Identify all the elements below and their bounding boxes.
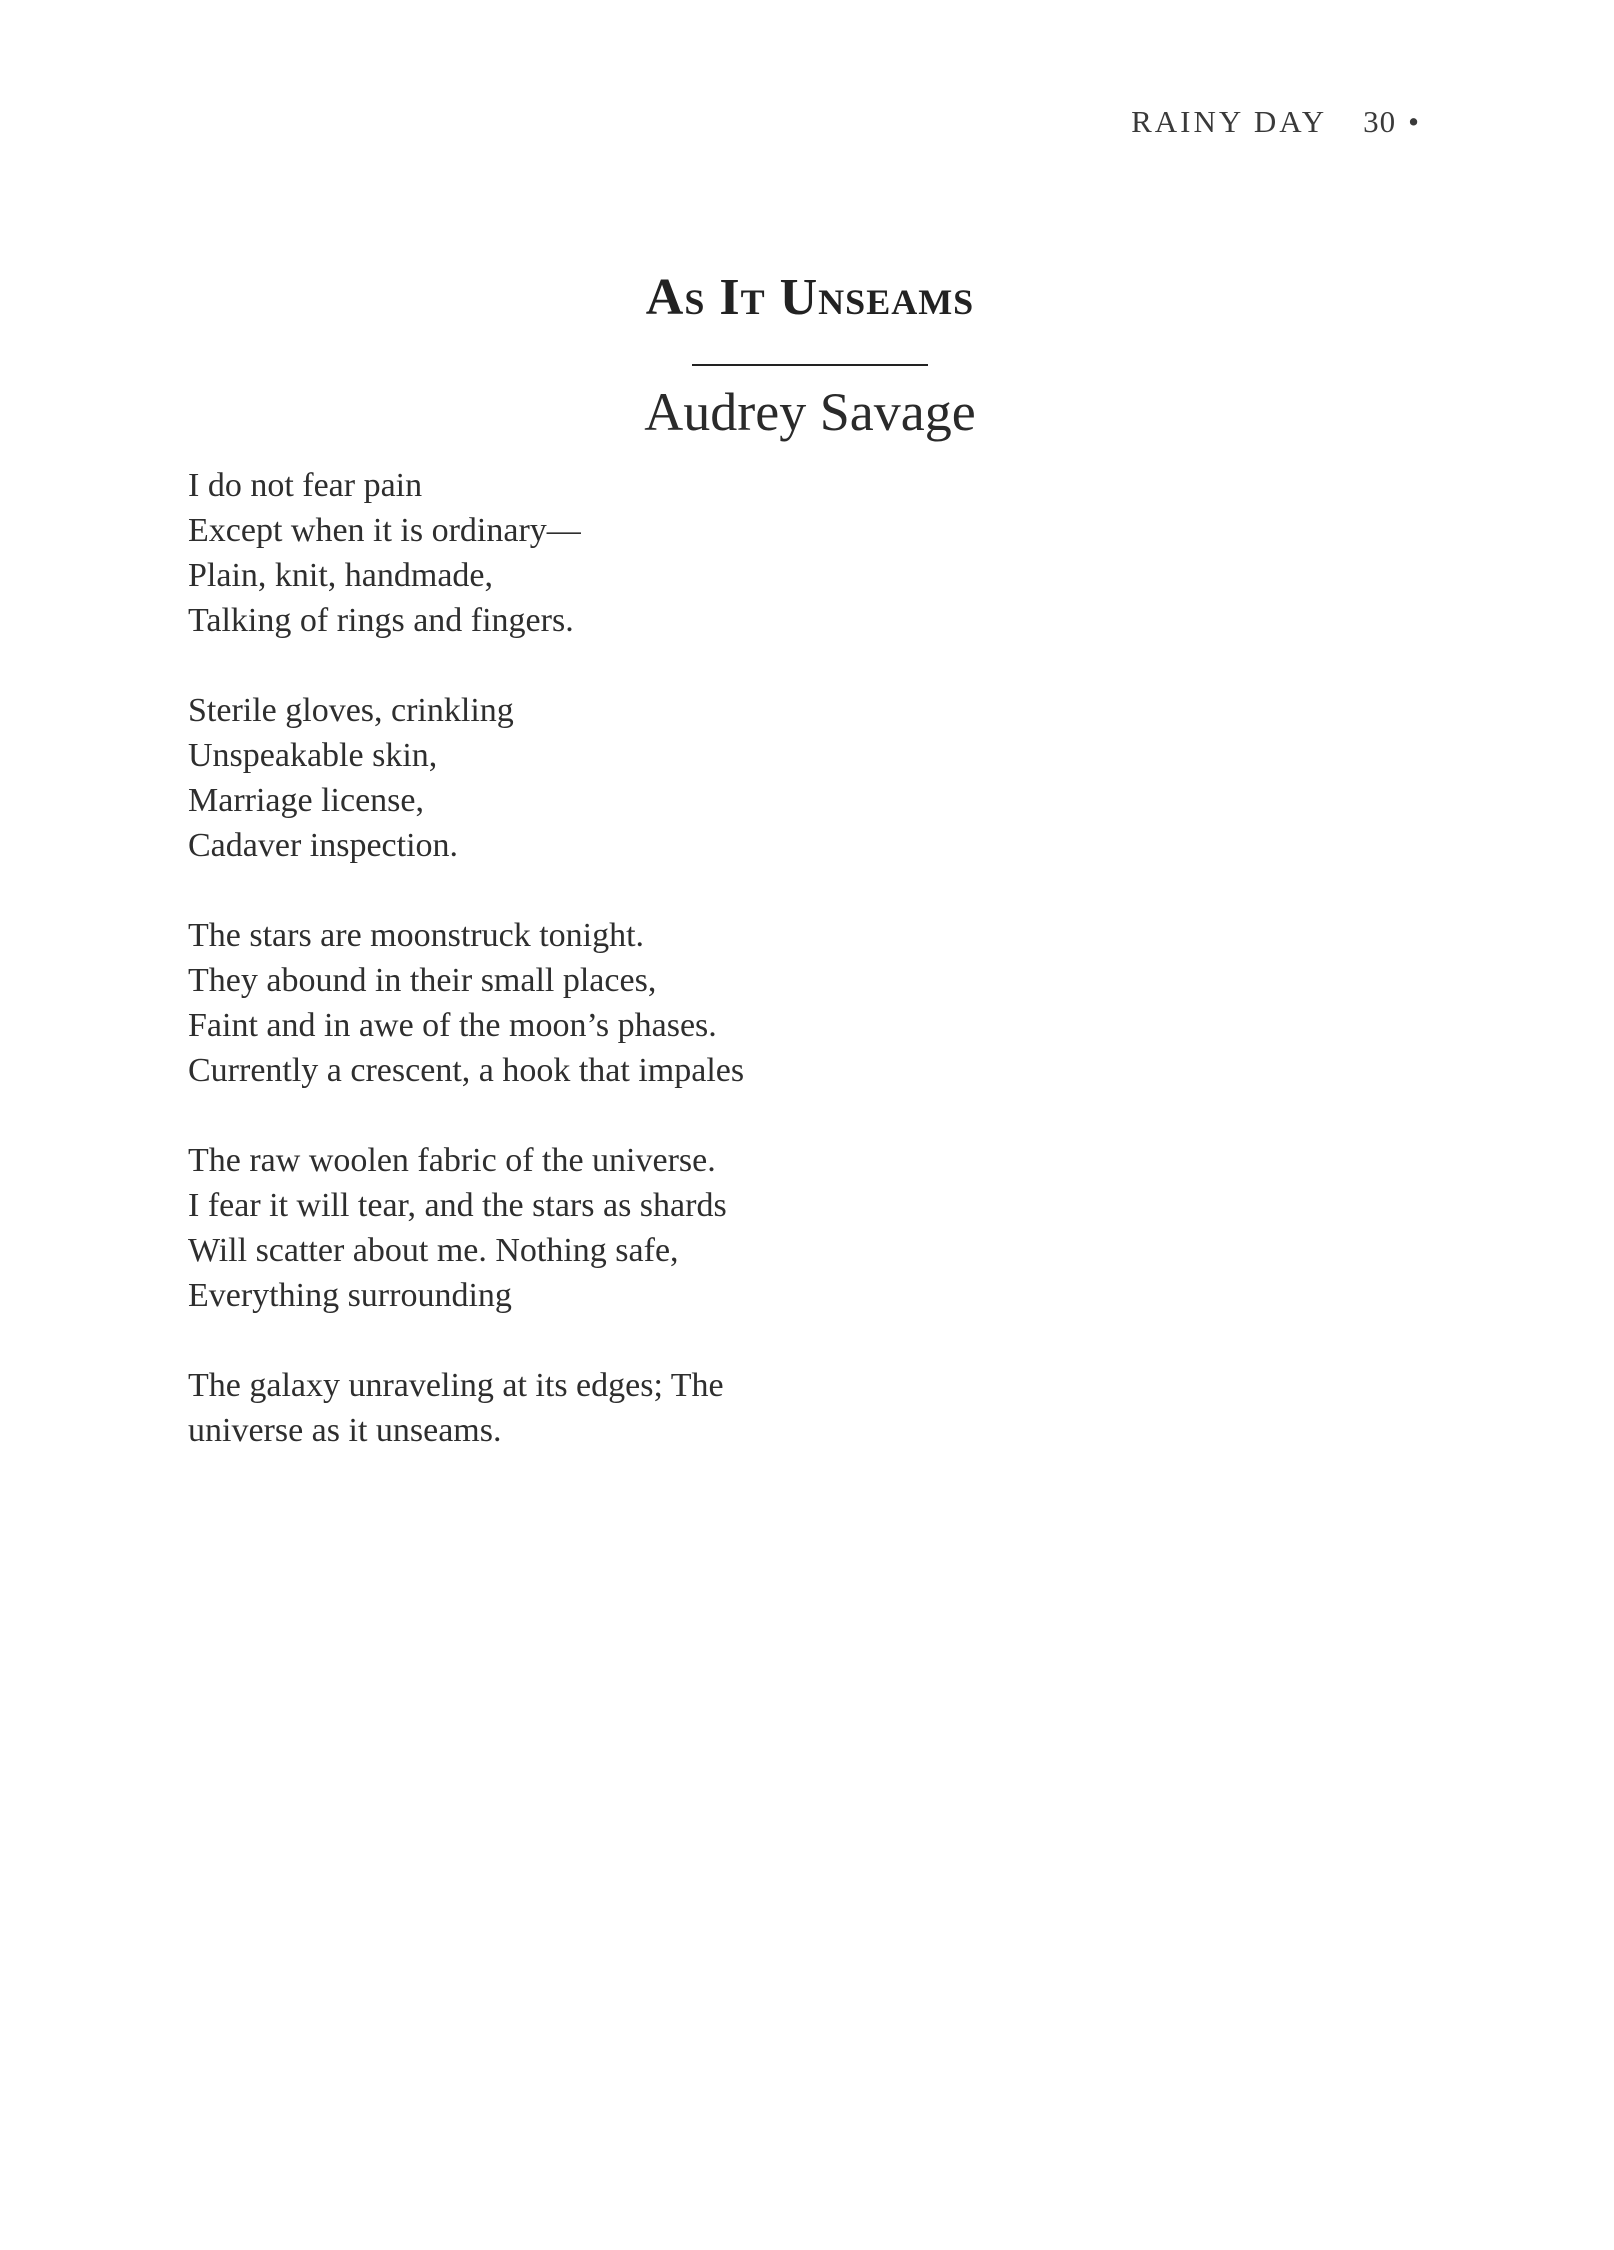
running-title: RAINY DAY — [1131, 104, 1328, 139]
stanza — [188, 913, 1088, 1093]
poem-line: Cadaver inspection. — [188, 827, 459, 864]
stanza — [188, 463, 1088, 643]
poem-line: Currently a crescent, a hook that impales — [188, 1052, 745, 1089]
poem-title: As It Unseams — [645, 269, 975, 326]
page-number: 30 — [1363, 104, 1397, 139]
poem-line: Talking of rings and fingers. — [188, 602, 574, 639]
poem-line: Marriage license, — [188, 782, 424, 819]
poem-line: Plain, knit, handmade, — [188, 557, 494, 594]
poem-line: Everything surrounding — [188, 1277, 512, 1314]
poem-line: Faint and in awe of the moon’s phases. — [188, 1007, 717, 1044]
poem-line: They abound in their small places, — [188, 962, 657, 999]
poem-line: I fear it will tear, and the stars as shards — [188, 1187, 727, 1224]
poem-line: The galaxy unraveling at its edges; The — [188, 1367, 724, 1404]
stanza — [188, 1363, 1088, 1453]
poem-line: I do not fear pain — [188, 467, 423, 504]
running-header — [1131, 104, 1422, 140]
title-block — [540, 268, 1080, 444]
stanza — [188, 1138, 1088, 1318]
poem-line: Unspeakable skin, — [188, 737, 438, 774]
poem-line: The raw woolen fabric of the universe. — [188, 1142, 716, 1179]
stanza — [188, 688, 1088, 868]
poem-line: universe as it unseams. — [188, 1412, 502, 1449]
poem-line: The stars are moonstruck tonight. — [188, 917, 645, 954]
poem-line: Except when it is ordinary— — [188, 512, 581, 549]
poem-body — [188, 463, 1088, 1498]
poem-line: Sterile gloves, crinkling — [188, 692, 514, 729]
title-divider — [692, 364, 928, 366]
poem-author: Audrey Savage — [644, 382, 976, 442]
header-bullet: • — [1408, 104, 1422, 139]
poem-line: Will scatter about me. Nothing safe, — [188, 1232, 679, 1269]
